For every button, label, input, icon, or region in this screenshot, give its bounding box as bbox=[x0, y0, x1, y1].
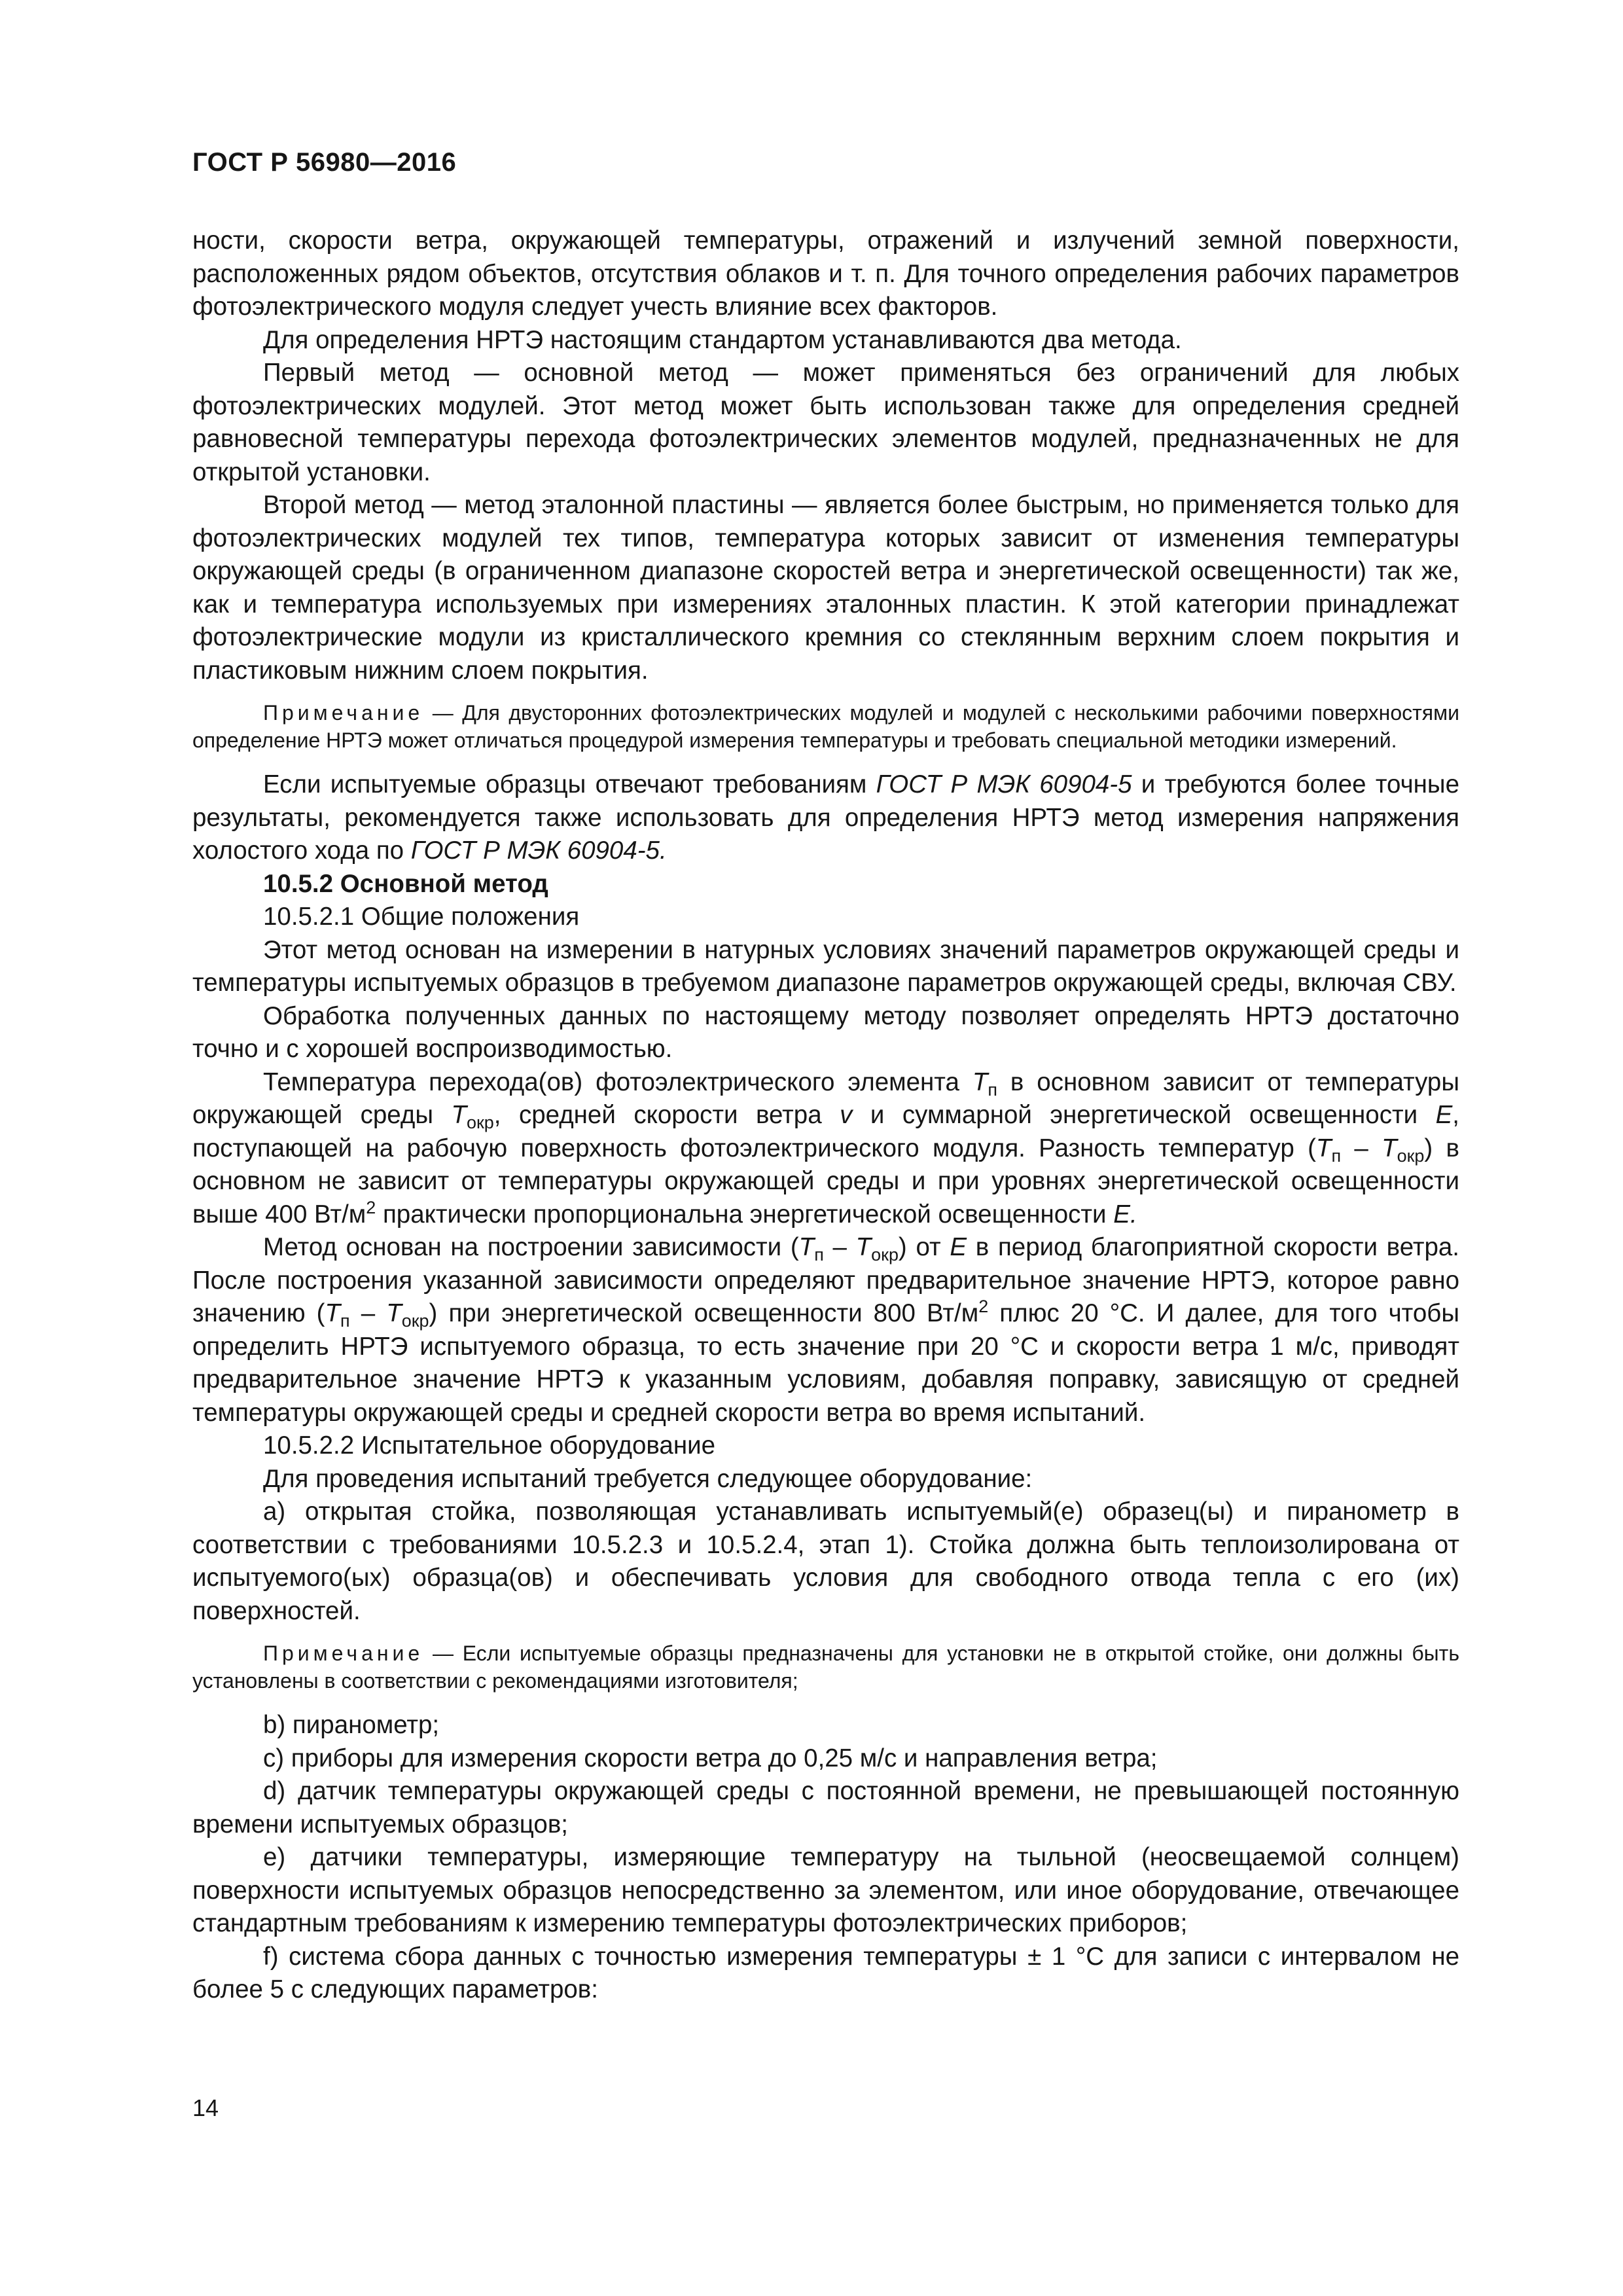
note-label: Примечание bbox=[263, 1641, 424, 1665]
paragraph: Второй метод — метод эталонной пластины — является более быстрым, но применяется только для фотоэлектрических модулей тех типов, температура которых зависит от изменения температуры окружающей среды (в ограниченном диапазоне скоростей ветра и энергетической освещенности) так же, как и температура используемых при измерениях эталонных пластин. К этой категории принадлежат фотоэлектрические модули из кристаллического кремния со стеклянным верхним слоем покрытия и пластиковым нижним слоем покрытия. bbox=[192, 491, 1459, 685]
symbol: E. bbox=[1113, 1200, 1137, 1229]
paragraph: ности, скорости ветра, окружающей температуры, отражений и излучений земной поверхности, расположенных рядом объектов, отсутствия облаков и т. п. Для точного определения рабочих параметров фотоэлектрического модуля следует учесть влияние всех факторов. bbox=[192, 226, 1459, 321]
subscript: окр bbox=[1397, 1145, 1425, 1166]
text-run: ) от bbox=[898, 1233, 950, 1261]
list-item: f) система сбора данных с точностью измерения температуры ± 1 °С для записи с интервалом не более 5 с следующих параметров: bbox=[192, 1942, 1459, 2003]
subscript: окр bbox=[871, 1245, 899, 1265]
symbol: T bbox=[972, 1067, 988, 1096]
text-run: плюс 20 °С. И далее, для того чтобы определить НРТЭ испытуемого образца, то есть значение при 20 °С и скорости ветра 1 м/с, приводят предварительное значение НРТЭ к указанным условиям, добавляя поправку, зависящую от средней температуры окружающей среды и средней скорости ветра во время испытаний. bbox=[192, 1299, 1460, 1427]
symbol: T bbox=[451, 1101, 467, 1129]
text-run: – bbox=[823, 1233, 856, 1261]
symbol: E bbox=[950, 1233, 967, 1261]
subscript: п bbox=[340, 1311, 350, 1331]
symbol: T bbox=[325, 1299, 341, 1327]
subsection-heading: 10.5.2.2 Испытательное оборудование bbox=[263, 1431, 716, 1460]
text-run: ) при энергетической освещенности 800 Вт/м bbox=[429, 1299, 979, 1327]
symbol: T bbox=[1382, 1134, 1397, 1162]
paragraph: Обработка полученных данных по настоящему методу позволяет определять НРТЭ достаточно точно и с хорошей воспроизводимостью. bbox=[192, 1001, 1459, 1063]
text-run: и требуются более точные результаты, рекомендуется также использовать для определения НРТЭ метод измерения напряжения холостого хода по bbox=[192, 770, 1459, 865]
superscript: 2 bbox=[366, 1197, 376, 1217]
standard-reference: ГОСТ Р МЭК 60904-5 bbox=[876, 770, 1132, 798]
standard-reference: ГОСТ Р МЭК 60904-5. bbox=[410, 836, 667, 865]
subscript: п bbox=[814, 1245, 824, 1265]
note-text: — Для двусторонних фотоэлектрических модулей и модулей с несколькими рабочими поверхностями определение НРТЭ может отличаться процедурой измерения температуры и требовать специальной методики измерений. bbox=[192, 701, 1459, 752]
note-label: Примечание bbox=[263, 701, 424, 725]
list-item: а) открытая стойка, позволяющая устанавливать испытуемый(е) образец(ы) и пиранометр в соответствии с требованиями 10.5.2.3 и 10.5.2.4, этап 1). Стойка должна быть теплоизолирована от испытуемого(ых) образца(ов) и обеспечивать условия для свободного отвода тепла с его (их) поверхностей. bbox=[192, 1498, 1459, 1625]
symbol: T bbox=[1315, 1134, 1332, 1162]
text-run: Если испытуемые образцы отвечают требованиям bbox=[263, 770, 876, 798]
page-number: 14 bbox=[192, 2094, 219, 2121]
list-item: e) датчики температуры, измеряющие температуру на тыльной (неосвещаемой солнцем) поверхности испытуемых образцов непосредственно за элементом, или иное оборудование, отвечающее стандартным требованиям к измерению температуры фотоэлектрических приборов; bbox=[192, 1843, 1459, 1937]
text-run: и суммарной энергетической освещенности bbox=[852, 1101, 1436, 1129]
symbol: T bbox=[386, 1299, 402, 1327]
note-text: — Если испытуемые образцы предназначены для установки не в открытой стойке, они должны быть установлены в соответствии с рекомендациями изготовителя; bbox=[192, 1641, 1459, 1693]
text-run: в период благоприятной скорости ветра. После построения указанной зависимости определяют предварительное значение НРТЭ, которое равно значению ( bbox=[192, 1233, 1459, 1327]
text-run: – bbox=[349, 1299, 387, 1327]
note bbox=[192, 1640, 1459, 1695]
standard-code-header: ГОСТ Р 56980—2016 bbox=[192, 148, 457, 177]
paragraph: Для определения НРТЭ настоящим стандартом устанавливаются два метода. bbox=[263, 325, 1182, 354]
paragraph: Для проведения испытаний требуется следующее оборудование: bbox=[263, 1464, 1033, 1493]
paragraph bbox=[192, 1066, 1459, 1232]
subscript: окр bbox=[401, 1311, 429, 1331]
text-run: в основном зависит от температуры окружающей среды bbox=[192, 1067, 1459, 1129]
symbol: v bbox=[840, 1101, 853, 1129]
paragraph: Первый метод — основной метод — может применяться без ограничений для любых фотоэлектрических модулей. Этот метод может быть использован также для определения средней равновесной температуры перехода фотоэлектрических элементов модулей, предназначенных не для открытой установки. bbox=[192, 359, 1459, 486]
text-run: – bbox=[1341, 1134, 1382, 1162]
symbol: E bbox=[1435, 1101, 1453, 1129]
paragraph: Этот метод основан на измерении в натурных условиях значений параметров окружающей среды и температуры испытуемых образцов в требуемом диапазоне параметров окружающей среды, включая СВУ. bbox=[192, 935, 1459, 997]
subscript: п bbox=[988, 1079, 997, 1100]
list-item: d) датчик температуры окружающей среды с постоянной времени, не превышающей постоянную времени испытуемых образцов; bbox=[192, 1777, 1459, 1839]
paragraph bbox=[192, 1231, 1459, 1429]
symbol: T bbox=[798, 1233, 815, 1261]
subsection-heading: 10.5.2.1 Общие положения bbox=[263, 903, 580, 931]
text-run: , поступающей на рабочую поверхность фотоэлектрического модуля. Разность температур ( bbox=[192, 1101, 1459, 1162]
document-body bbox=[192, 224, 1459, 2007]
list-item: c) приборы для измерения скорости ветра до 0,25 м/с и направления ветра; bbox=[263, 1744, 1158, 1772]
superscript: 2 bbox=[978, 1297, 989, 1316]
symbol: T bbox=[855, 1233, 872, 1261]
text-run: Температура перехода(ов) фотоэлектрического элемента bbox=[263, 1067, 972, 1096]
subscript: окр bbox=[467, 1113, 494, 1132]
paragraph bbox=[192, 768, 1459, 868]
text-run: практически пропорциональна энергетической освещенности bbox=[376, 1200, 1114, 1229]
text-run: Метод основан на построении зависимости ( bbox=[263, 1233, 799, 1261]
text-run: ) в основном не зависит от температуры окружающей среды и при уровнях энергетической освещенности выше 400 Вт/м bbox=[192, 1134, 1459, 1229]
section-heading: 10.5.2 Основной метод bbox=[263, 869, 548, 898]
subscript: п bbox=[1331, 1145, 1342, 1166]
list-item: b) пиранометр; bbox=[263, 1711, 440, 1739]
text-run: , средней скорости ветра bbox=[493, 1101, 840, 1129]
note bbox=[192, 699, 1459, 754]
